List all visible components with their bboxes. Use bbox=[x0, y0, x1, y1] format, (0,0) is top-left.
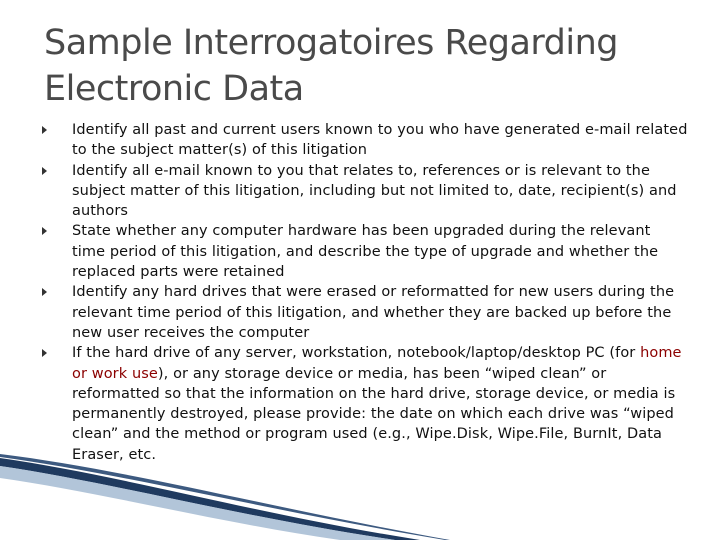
highlighted-phrase: home or work use bbox=[72, 345, 682, 382]
right-triangle-arrow-icon bbox=[42, 167, 47, 175]
bullet-item bbox=[68, 221, 688, 282]
bullet-text: Identify all past and current users known to you who have generated e-mail related to the subject matter(s) of this litigation bbox=[72, 122, 688, 159]
right-triangle-arrow-icon bbox=[42, 288, 47, 296]
bullet-text-after: ), or any storage device or media, has been “wiped clean” or reformatted so that the information on the hard drive, storage device, or media is permanently destroyed, please provide: the date on which each drive was “wiped clean” and the method or program used (e.g., Wipe.Disk, Wipe.File, BurnIt, Data Eraser, etc. bbox=[72, 365, 676, 463]
bullet-item bbox=[68, 161, 688, 222]
swoosh-dark-line bbox=[0, 458, 420, 540]
bullet-item bbox=[68, 120, 688, 161]
decorative-swoosh bbox=[0, 430, 720, 540]
right-triangle-arrow-icon bbox=[42, 227, 47, 235]
bullet-text: Identify all e-mail known to you that relates to, references or is relevant to the subject matter of this litigation, including but not limited to, date, recipient(s) and authors bbox=[72, 162, 677, 220]
slide-title: Sample Interrogatoires Regarding Electronic Data bbox=[44, 23, 619, 109]
right-triangle-arrow-icon bbox=[42, 349, 47, 357]
bullet-item bbox=[68, 282, 688, 343]
right-triangle-arrow-icon bbox=[42, 126, 47, 134]
bullet-text: Identify any hard drives that were erased or reformatted for new users during the relevant time period of this litigation, and whether they are backed up before the new user receives the computer bbox=[72, 284, 675, 341]
bullet-text: State whether any computer hardware has been upgraded during the relevant time period of this litigation, and describe the type of upgrade and whether the replaced parts were retained bbox=[72, 223, 659, 281]
swoosh-thin-line bbox=[0, 454, 450, 540]
bullet-list bbox=[68, 120, 688, 465]
bullet-text-before: If the hard drive of any server, workstation, notebook/laptop/desktop PC (for bbox=[72, 345, 641, 362]
